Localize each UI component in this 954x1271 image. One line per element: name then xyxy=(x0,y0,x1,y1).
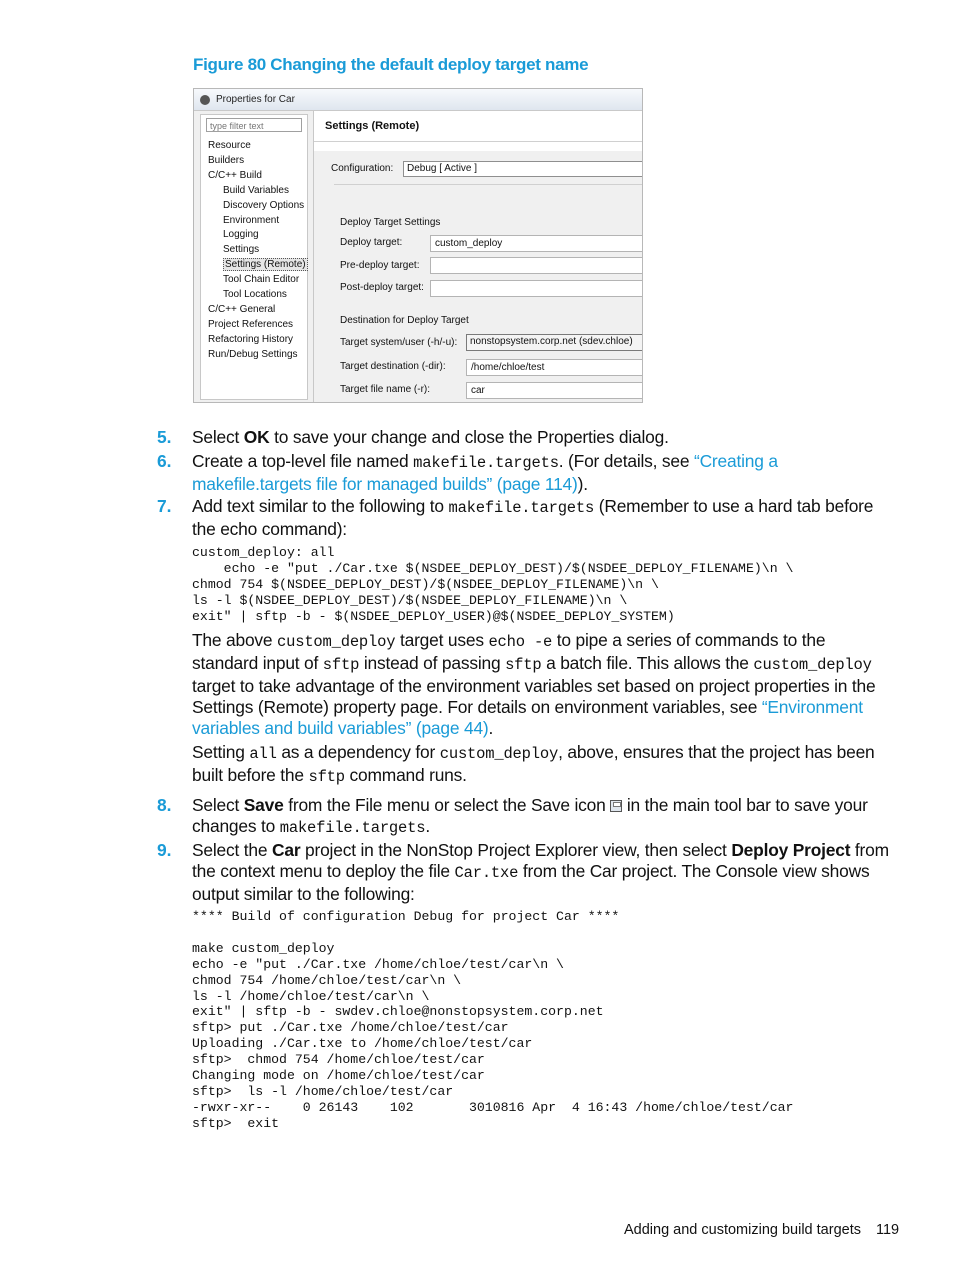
target-destination-label: Target destination (-dir): xyxy=(340,361,446,372)
footer-section-title: Adding and customizing build targets xyxy=(624,1222,861,1238)
settings-title: Settings (Remote) xyxy=(314,111,642,142)
dependency-explanation: Setting all as a dependency for custom_deploy, above, ensures that the project has been built before the sftp command runs. xyxy=(192,742,875,786)
tree-item[interactable]: Discovery Options xyxy=(223,199,305,211)
makefile-code-block: custom_deploy: all echo -e "put ./Car.txe $(NSDEE_DEPLOY_DEST)/$(NSDEE_DEPLOY_FILENAME)\n \ chmod 754 $(NSDEE_DEPLOY_DEST)/$(NSDEE_DEPLOY_FILENAME)\n \ ls -l $(NSDEE_DEPLOY_DEST)/$(NSDEE_DEPLOY_FILENAME)\n \ exit" | sftp -b - $(NSDEE_DEPLOY_USER)@$(NSDEE_DEPLOY_SYSTEM) xyxy=(192,545,794,624)
configuration-label: Configuration: xyxy=(331,163,394,174)
configuration-select[interactable]: Debug [ Active ] xyxy=(403,161,643,177)
separator xyxy=(334,184,643,185)
step-6-text: Create a top-level file named makefile.targets. (For details, see “Creating a makefile.targets file for managed builds” (page 114)). xyxy=(192,451,778,494)
creating-makefile-link[interactable]: makefile.targets file for managed builds” (page 114) xyxy=(192,474,578,494)
pre-deploy-label: Pre-deploy target: xyxy=(340,260,420,271)
pre-deploy-input[interactable] xyxy=(430,257,643,274)
step-7-text: Add text similar to the following to makefile.targets (Remember to use a hard tab before the echo command): xyxy=(192,496,874,539)
target-system-select[interactable]: nonstopsystem.corp.net (sdev.chloe) xyxy=(466,334,643,351)
tree-item[interactable]: Refactoring History xyxy=(208,333,294,345)
target-system-label: Target system/user (-h/-u): xyxy=(340,337,458,348)
dialog-title: Properties for Car xyxy=(216,94,295,105)
target-file-input[interactable]: car xyxy=(466,382,643,399)
tree-item[interactable]: Builders xyxy=(208,154,245,166)
save-icon xyxy=(610,800,622,812)
tree-item[interactable]: Tool Chain Editor xyxy=(223,274,300,286)
tree-item[interactable]: Settings xyxy=(223,244,260,256)
settings-area xyxy=(314,151,642,402)
destination-group-title: Destination for Deploy Target xyxy=(340,315,469,326)
step-number: 5. xyxy=(157,427,172,447)
post-deploy-input[interactable] xyxy=(430,280,643,297)
eclipse-icon xyxy=(200,95,210,105)
tree-item[interactable]: Build Variables xyxy=(223,184,289,196)
post-deploy-label: Post-deploy target: xyxy=(340,282,424,293)
tree-item[interactable]: C/C++ Build xyxy=(208,169,262,181)
settings-panel xyxy=(313,111,642,402)
deploy-group-title: Deploy Target Settings xyxy=(340,217,441,228)
tree-item[interactable]: Run/Debug Settings xyxy=(208,348,298,360)
tree-item[interactable]: C/C++ General xyxy=(208,303,276,315)
dialog-titlebar xyxy=(194,89,642,111)
target-destination-input[interactable]: /home/chloe/test xyxy=(466,359,643,376)
page-number: 119 xyxy=(876,1222,900,1238)
environment-variables-link[interactable]: variables and build variables” (page 44) xyxy=(192,718,489,738)
step-9-text: Select the Car project in the NonStop Project Explorer view, then select Deploy Project from the context menu to deploy the file Car.txe from the Car project. The Console view shows output similar to the following: xyxy=(192,840,889,904)
tree-item[interactable]: Project References xyxy=(208,318,294,330)
tree-item[interactable]: Settings (Remote) xyxy=(225,259,306,271)
step-number: 8. xyxy=(157,795,172,815)
step-5-text: Select OK to save your change and close the Properties dialog. xyxy=(192,427,669,447)
filter-input[interactable]: type filter text xyxy=(206,118,302,132)
figure-caption: Figure 80 Changing the default deploy target name xyxy=(193,55,589,74)
step-number: 9. xyxy=(157,840,172,860)
deploy-target-label: Deploy target: xyxy=(340,237,403,248)
target-file-label: Target file name (-r): xyxy=(340,384,431,395)
step-number: 6. xyxy=(157,451,172,471)
creating-makefile-link[interactable]: “Creating a xyxy=(693,451,778,471)
step-8-text: Select Save from the File menu or select the Save icon in the main tool bar to save your changes to makefile.targets. xyxy=(192,795,868,837)
custom-deploy-explanation: The above custom_deploy target uses echo -e to pipe a series of commands to the standard input of sftp instead of passing sftp a batch file. This allows the custom_deploy target to take advantage of the environment variables set based on project properties in the Settings (Remote) property page. For details on environment variables, see “Environment variables and build variables” (page 44). xyxy=(192,630,876,738)
tree-item[interactable]: Logging xyxy=(223,229,259,241)
deploy-target-input[interactable]: custom_deploy xyxy=(430,235,643,252)
step-number: 7. xyxy=(157,496,172,516)
properties-nav-panel xyxy=(200,114,308,400)
environment-variables-link[interactable]: “Environment xyxy=(761,697,863,717)
tree-item[interactable]: Environment xyxy=(223,214,280,226)
tree-item[interactable]: Resource xyxy=(208,140,251,151)
tree-item[interactable]: Tool Locations xyxy=(223,289,287,301)
properties-tree xyxy=(208,139,308,363)
properties-dialog xyxy=(193,88,643,403)
console-output-block: **** Build of configuration Debug for project Car **** make custom_deploy echo -e "put ./Car.txe /home/chloe/test/car\n \ chmod 754 /home/chloe/test/car\n \ ls -l /home/chloe/test/car\n \ exit" | sftp -b - swdev.chloe@nonstopsystem.corp.net sftp> put ./Car.txe /home/chloe/test/car Uploading ./Car.txe to /home/chloe/test/car sftp> chmod 754 /home/chloe/test/car Changing mode on /home/chloe/test/car sftp> ls -l /home/chloe/test/car -rwxr-xr-- 0 26143 102 3010816 Apr 4 16:43 /home/chloe/test/car sftp> exit xyxy=(192,909,794,1131)
